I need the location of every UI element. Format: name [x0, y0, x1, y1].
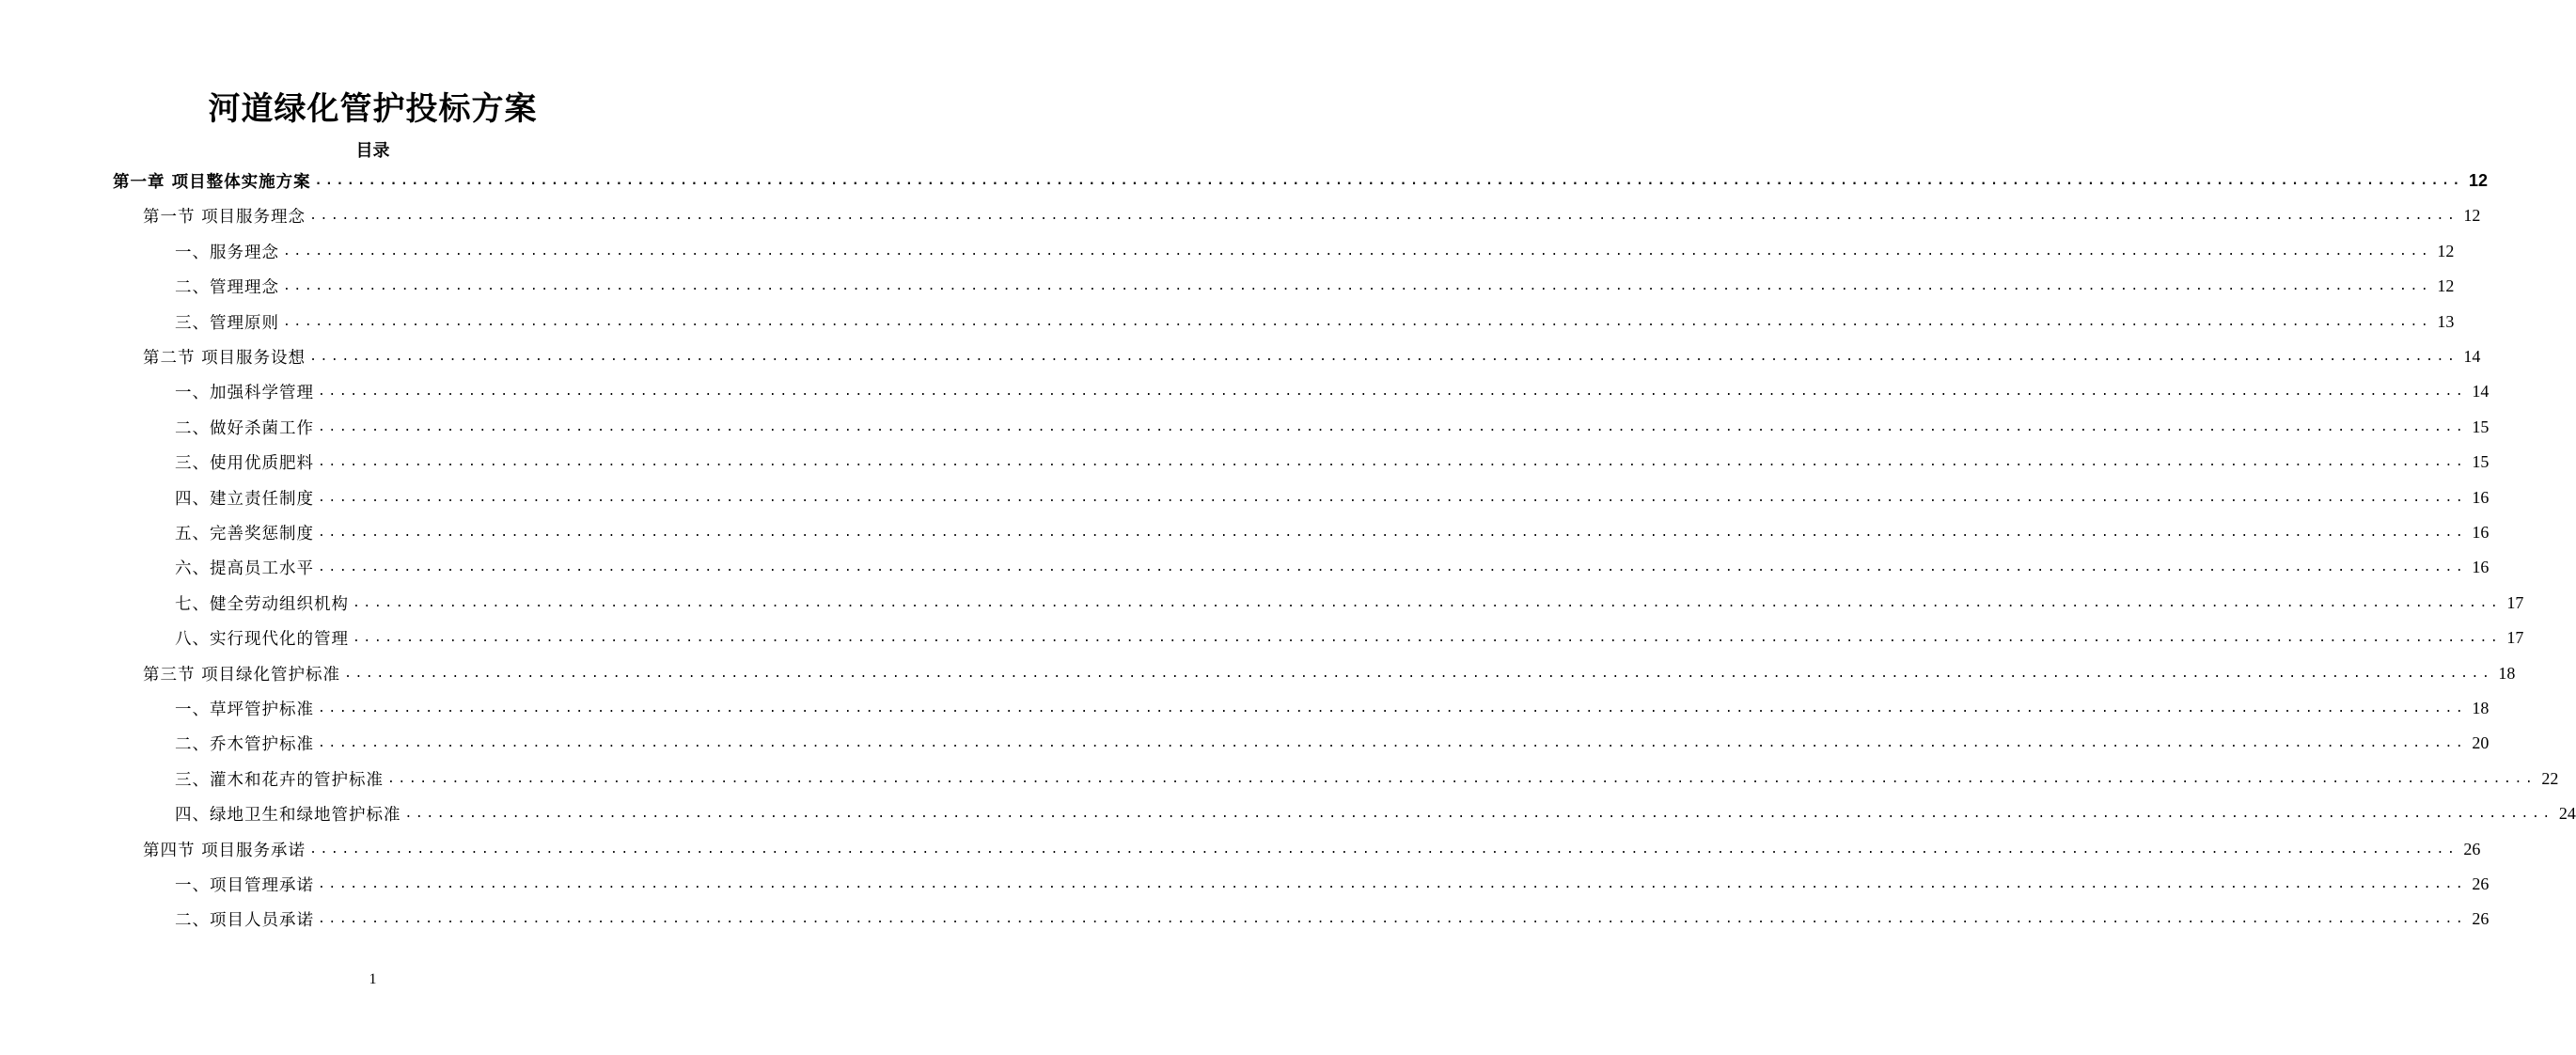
toc-leader-dots: ........................................................................................................................................................................................................: [318, 385, 2467, 400]
toc-leader-dots: ........................................................................................................................................................................................................: [309, 350, 2458, 364]
toc-leader-dots: ........................................................................................................................................................................................................: [318, 701, 2467, 716]
toc-leader-dots: ........................................................................................................................................................................................................: [404, 807, 2553, 822]
toc-leader-dots: ........................................................................................................................................................................................................: [283, 279, 2432, 294]
toc-entry[interactable]: [175, 796, 2576, 831]
toc-entry[interactable]: [175, 586, 2524, 621]
toc-entry-page: 24: [2558, 804, 2576, 824]
toc-leader-dots: ........................................................................................................................................................................................................: [283, 314, 2432, 329]
toc-leader-dots: ........................................................................................................................................................................................................: [318, 560, 2467, 575]
toc-entry-page: 26: [2472, 874, 2490, 893]
toc-entry[interactable]: [175, 480, 2490, 515]
toc-entry[interactable]: [143, 656, 2516, 691]
toc-entry-title: 二、做好杀菌工作: [175, 418, 314, 438]
toc-heading: 目录: [355, 141, 390, 161]
toc-entry-page: 12: [2437, 241, 2455, 260]
toc-entry[interactable]: [175, 726, 2490, 761]
toc-entry-page: 15: [2472, 452, 2490, 472]
toc-entry[interactable]: [175, 902, 2490, 937]
toc-entry-title: 三、管理原则: [175, 313, 279, 333]
toc-entry-page: 12: [2437, 276, 2455, 296]
toc-entry-page: 17: [2506, 592, 2524, 612]
toc-entry-title: 二、项目人员承诺: [175, 911, 314, 931]
toc-entry-title: 五、完善奖惩制度: [175, 525, 314, 543]
toc-entry-page: 22: [2541, 768, 2559, 788]
toc-leader-dots: ........................................................................................................................................................................................................: [283, 244, 2432, 259]
toc-entry-page: 20: [2472, 733, 2490, 753]
toc-entry[interactable]: [175, 867, 2490, 902]
toc-entry-title: 一、草坪管护标准: [175, 701, 314, 719]
toc-entry-title: 六、提高员工水平: [175, 559, 314, 579]
toc-entry[interactable]: [175, 691, 2490, 726]
toc-leader-dots: ........................................................................................................................................................................................................: [309, 842, 2458, 857]
toc-entry-title: 一、服务理念: [175, 243, 279, 262]
toc-entry-page: 15: [2472, 417, 2490, 436]
toc-entry-title: 第一章 项目整体实施方案: [113, 173, 311, 192]
toc-entry[interactable]: [143, 339, 2481, 374]
toc-leader-dots: ........................................................................................................................................................................................................: [318, 736, 2467, 751]
toc-entry-page: 16: [2472, 558, 2490, 577]
toc-entry-title: 七、健全劳动组织机构: [175, 594, 349, 614]
toc-entry-title: 三、灌木和花卉的管护标准: [175, 770, 384, 790]
toc-entry[interactable]: [175, 374, 2490, 409]
toc-entry-page: 12: [2468, 171, 2488, 190]
toc-entry-title: 四、绿地卫生和绿地管护标准: [175, 806, 401, 826]
toc-entry[interactable]: [175, 762, 2559, 796]
toc-entry[interactable]: [175, 445, 2490, 480]
toc-entry-title: 第四节 项目服务承诺: [143, 841, 306, 860]
toc-entry-page: 16: [2472, 487, 2490, 507]
toc-entry-title: 二、乔木管护标准: [175, 735, 314, 755]
toc-entry-title: 三、使用优质肥料: [175, 454, 314, 474]
toc-entry-title: 二、管理理念: [175, 278, 279, 298]
toc-leader-dots: ........................................................................................................................................................................................................: [387, 771, 2537, 786]
toc-entry-title: 四、建立责任制度: [175, 489, 314, 509]
toc-entry[interactable]: [175, 269, 2455, 304]
toc-entry[interactable]: [175, 410, 2490, 445]
toc-entry-title: 第二节 项目服务设想: [143, 349, 306, 368]
toc-entry-page: 14: [2472, 382, 2490, 402]
toc-entry-page: 26: [2472, 909, 2490, 929]
toc-leader-dots: ........................................................................................................................................................................................................: [318, 526, 2467, 540]
toc-leader-dots: ........................................................................................................................................................................................................: [318, 419, 2467, 434]
toc-entry-title: 八、实行现代化的管理: [175, 630, 349, 650]
toc-entry[interactable]: [143, 198, 2481, 233]
page-number: 1: [369, 971, 377, 987]
toc-entry-page: 13: [2437, 311, 2455, 331]
toc-entry[interactable]: [113, 164, 2488, 198]
toc-entry-title: 一、项目管理承诺: [175, 876, 314, 895]
toc-entry-page: 26: [2463, 839, 2481, 858]
toc-entry-page: 16: [2472, 523, 2490, 542]
toc-entry[interactable]: [175, 305, 2455, 339]
toc-entry[interactable]: [175, 515, 2490, 550]
toc-leader-dots: ........................................................................................................................................................................................................: [353, 631, 2502, 646]
toc-entry[interactable]: [175, 550, 2490, 585]
toc-entry[interactable]: [175, 234, 2455, 269]
toc-entry-title: 第三节 项目绿化管护标准: [143, 665, 341, 685]
toc-entry-page: 18: [2472, 699, 2490, 717]
toc-entry-title: 一、加强科学管理: [175, 384, 314, 403]
toc-entry-page: 12: [2463, 206, 2481, 226]
toc-leader-dots: ........................................................................................................................................................................................................: [318, 912, 2467, 927]
toc-entry-page: 14: [2463, 347, 2481, 366]
toc-entry[interactable]: [143, 832, 2481, 867]
toc-entry-title: 第一节 项目服务理念: [143, 208, 306, 228]
toc-leader-dots: ........................................................................................................................................................................................................: [318, 490, 2467, 505]
toc-entry-page: 18: [2498, 663, 2516, 683]
toc-entry-page: 17: [2506, 628, 2524, 648]
toc-leader-dots: ........................................................................................................................................................................................................: [318, 455, 2467, 470]
toc-leader-dots: ........................................................................................................................................................................................................: [344, 666, 2493, 681]
toc-leader-dots: ........................................................................................................................................................................................................: [353, 595, 2502, 610]
toc-leader-dots: ........................................................................................................................................................................................................: [314, 174, 2463, 188]
toc-entry[interactable]: [175, 621, 2524, 655]
toc-leader-dots: ........................................................................................................................................................................................................: [309, 209, 2458, 224]
document-title: 河道绿化管护投标方案: [208, 90, 538, 128]
toc-leader-dots: ........................................................................................................................................................................................................: [318, 877, 2467, 891]
